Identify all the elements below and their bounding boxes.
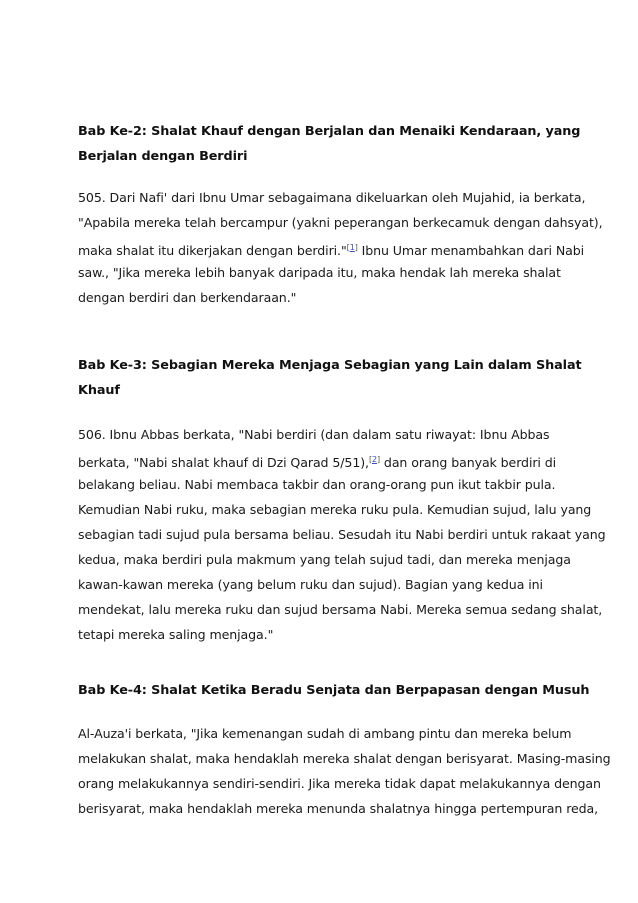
paragraph-505-line xyxy=(78,240,584,259)
paragraph-506-line: mendekat, lalu mereka ruku dan sujud bersama Nabi. Mereka semua sedang shalat, xyxy=(78,602,603,617)
paragraph-506-line: Kemudian Nabi ruku, maka sebagian mereka ruku pula. Kemudian sujud, lalu yang xyxy=(78,502,592,517)
paragraph-text: berkata, "Nabi shalat khauf di Dzi Qarad 5/51), xyxy=(78,455,369,470)
paragraph-506-line: tetapi mereka saling menjaga." xyxy=(78,627,274,642)
section-heading-bab-3-line-1: Bab Ke-3: Sebagian Mereka Menjaga Sebagian yang Lain dalam Shalat xyxy=(78,358,582,373)
section-heading-bab-3-line-2: Khauf xyxy=(78,383,120,398)
paragraph-text: dan orang banyak berdiri di xyxy=(380,455,557,470)
paragraph-506-line: 506. Ibnu Abbas berkata, "Nabi berdiri (dan dalam satu riwayat: Ibnu Abbas xyxy=(78,427,550,442)
paragraph-auzai-line: melakukan shalat, maka hendaklah mereka shalat dengan berisyarat. Masing-masing xyxy=(78,751,611,766)
paragraph-auzai-line: berisyarat, maka hendaklah mereka menunda shalatnya hingga pertempuran reda, xyxy=(78,801,599,816)
paragraph-505-line: saw., "Jika mereka lebih banyak daripada itu, maka hendak lah mereka shalat xyxy=(78,265,561,280)
paragraph-506-line: belakang beliau. Nabi membaca takbir dan orang-orang pun ikut takbir pula. xyxy=(78,477,556,492)
section-heading-bab-2-line-2: Berjalan dengan Berdiri xyxy=(78,149,248,164)
footnote-ref-2[interactable]: [2] xyxy=(368,455,381,464)
paragraph-text: maka shalat itu dikerjakan dengan berdiri." xyxy=(78,243,347,258)
paragraph-506-line: kedua, maka berdiri pula makmum yang telah sujud tadi, dan mereka menjaga xyxy=(78,552,571,567)
section-heading-bab-2-line-1: Bab Ke-2: Shalat Khauf dengan Berjalan dan Menaiki Kendaraan, yang xyxy=(78,124,581,139)
paragraph-text: Ibnu Umar menambahkan dari Nabi xyxy=(357,243,585,258)
paragraph-auzai-line: orang melakukannya sendiri-sendiri. Jika mereka tidak dapat melakukannya dengan xyxy=(78,776,601,791)
footnote-ref-1[interactable]: [1] xyxy=(346,243,358,252)
footnote-link[interactable]: 1 xyxy=(349,243,355,252)
paragraph-505-line: 505. Dari Nafi' dari Ibnu Umar sebagaimana dikeluarkan oleh Mujahid, ia berkata, xyxy=(78,190,586,205)
paragraph-506-line: kawan-kawan mereka (yang belum ruku dan sujud). Bagian yang kedua ini xyxy=(78,577,543,592)
paragraph-505-line: dengan berdiri dan berkendaraan." xyxy=(78,290,297,305)
paragraph-506-line: sebagian tadi sujud pula bersama beliau. Sesudah itu Nabi berdiri untuk rakaat yang xyxy=(78,527,606,542)
paragraph-auzai-line: Al-Auza'i berkata, "Jika kemenangan sudah di ambang pintu dan mereka belum xyxy=(78,726,572,741)
paragraph-505-line: "Apabila mereka telah bercampur (yakni peperangan berkecamuk dengan dahsyat), xyxy=(78,215,603,230)
footnote-link[interactable]: 2 xyxy=(371,455,377,464)
section-heading-bab-4: Bab Ke-4: Shalat Ketika Beradu Senjata dan Berpapasan dengan Musuh xyxy=(78,683,590,698)
paragraph-506-line xyxy=(78,452,556,471)
